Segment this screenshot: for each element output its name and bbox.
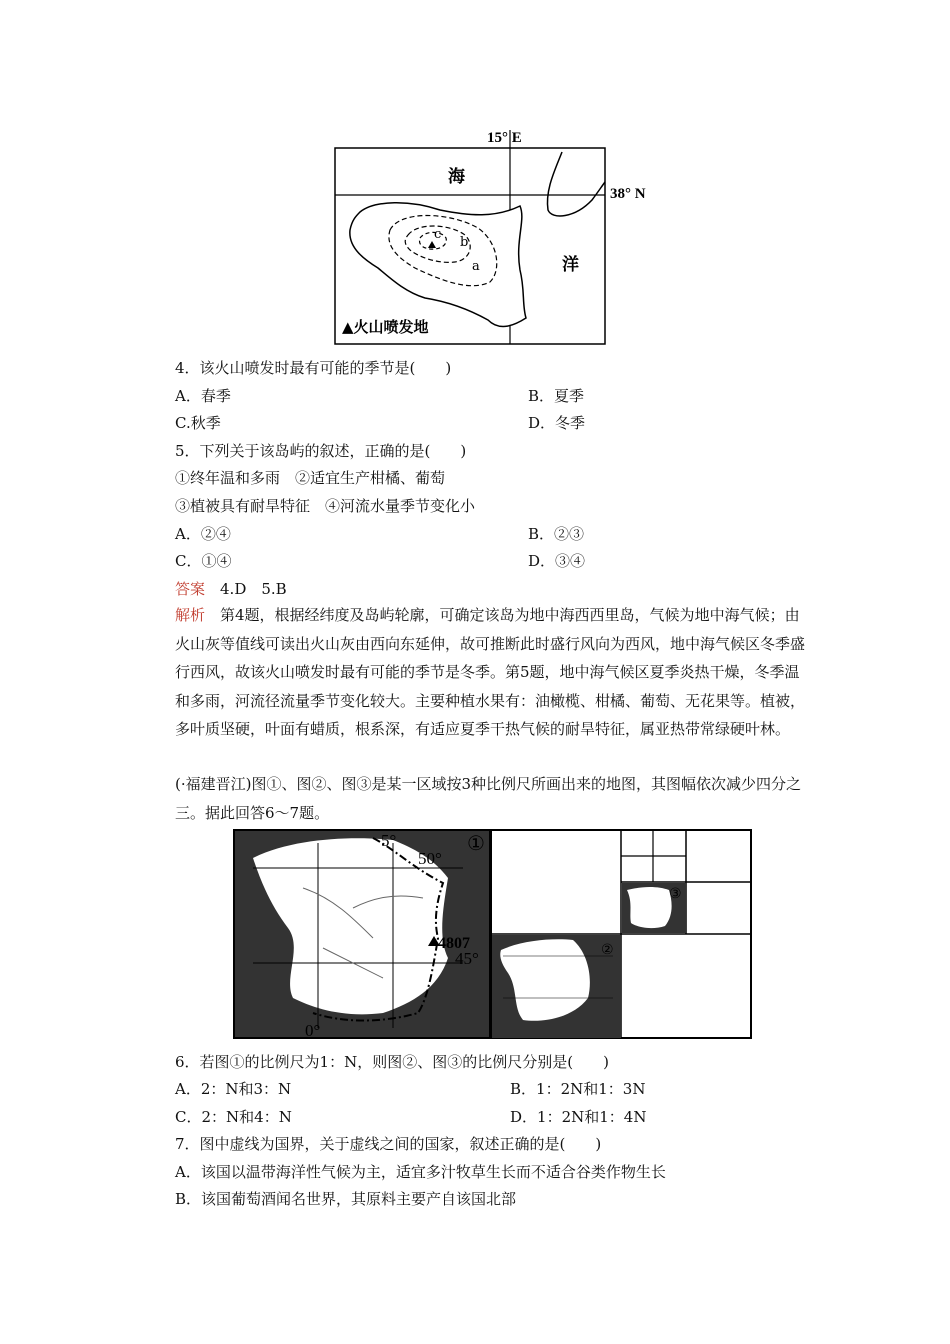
analysis-paragraph	[175, 601, 807, 744]
q6-stem: 6．若图①的比例尺为1：N，则图②、图③的比例尺分别是( )	[175, 1053, 609, 1071]
intro-paragraph	[175, 770, 807, 827]
q5-stem: 5．下列关于该岛屿的叙述，正确的是( )	[175, 442, 467, 460]
answer-line	[175, 579, 287, 599]
q5-option-c: C．①④	[175, 552, 232, 570]
intro-text: (·福建晋江)图①、图②、图③是某一区域按3种比例尺所画出来的地图，其图幅依次减少四分之三。据此回答6～7题。	[175, 775, 802, 822]
q7-option-a: A．该国以温带海洋性气候为主，适宜多汁牧草生长而不适合谷类作物生长	[175, 1163, 666, 1181]
scale-maps-figure	[233, 828, 753, 1040]
q4-option-b: B．夏季	[528, 387, 585, 405]
q4-stem: 4．该火山喷发时最有可能的季节是( )	[175, 359, 452, 377]
ocean-label: 洋	[562, 255, 579, 275]
legend-volcano: ▲火山喷发地	[342, 318, 429, 336]
q5-statements-2: ③植被具有耐旱特征 ④河流水量季节变化小	[175, 497, 476, 515]
map1-number: ①	[467, 831, 485, 855]
sea-label: 海	[448, 167, 465, 187]
q4-option-c: C.秋季	[175, 414, 221, 432]
coastline-east	[547, 152, 605, 216]
answer-text: 4.D 5.B	[205, 580, 287, 598]
q7-stem: 7．图中虚线为国界，关于虚线之间的国家，叙述正确的是( )	[175, 1135, 602, 1153]
peak-elevation-label: 4807	[438, 935, 470, 952]
contour-label-c: c	[434, 227, 442, 242]
island-map-figure	[330, 120, 660, 350]
analysis-text: 第4题，根据经纬度及岛屿轮廓，可确定该岛为地中海西西里岛，气候为地中海气候；由火山灰等值线可读出火山灰由西向东延伸，故可推断此时盛行风向为西风，地中海气候区冬季盛行西风，故该火山喷发时最有可能的季节是冬季。第5题，地中海气候区夏季炎热干燥，冬季温和多雨，河流径流量季节变化较大。主要种植水果有：油橄榄、柑橘、葡萄、无花果等。植被，多叶质坚硬，叶面有蜡质，根系深，有适应夏季干热气候的耐旱特征，属亚热带常绿硬叶林。	[175, 606, 806, 738]
q4-option-d: D．冬季	[528, 414, 586, 432]
lon-label: 15° E	[487, 130, 522, 146]
lat-label: 38° N	[610, 186, 646, 202]
q5-statements-1: ①终年温和多雨 ②适宜生产柑橘、葡萄	[175, 469, 446, 487]
map1-lat50-label: 50°	[418, 849, 442, 868]
q5-option-d: D．③④	[528, 552, 586, 570]
map3-land	[627, 887, 672, 928]
q4-option-a: A．春季	[175, 387, 231, 405]
q6-option-b: B．1：2N和1：3N	[510, 1080, 646, 1098]
q5-option-a: A．②④	[175, 525, 231, 543]
island-outline	[350, 203, 526, 327]
map1-lat45-label: 45°	[455, 949, 479, 968]
analysis-label: 解析	[175, 606, 206, 624]
contour-label-a: a	[472, 259, 480, 274]
map2-number: ②	[601, 942, 614, 958]
map1-lon0-label: 0°	[305, 1021, 321, 1040]
q6-option-a: A．2：N和3：N	[175, 1080, 292, 1098]
q7-option-b: B．该国葡萄酒闻名世界，其原料主要产自该国北部	[175, 1190, 517, 1208]
contour-label-b: b	[460, 235, 469, 250]
q6-option-c: C．2：N和4：N	[175, 1108, 292, 1126]
answer-label: 答案	[175, 580, 206, 598]
map3-number: ③	[669, 886, 682, 902]
map1-lon5-label: 5°	[381, 831, 397, 850]
q5-option-b: B．②③	[528, 525, 585, 543]
q6-option-d: D．1：2N和1：4N	[510, 1108, 647, 1126]
